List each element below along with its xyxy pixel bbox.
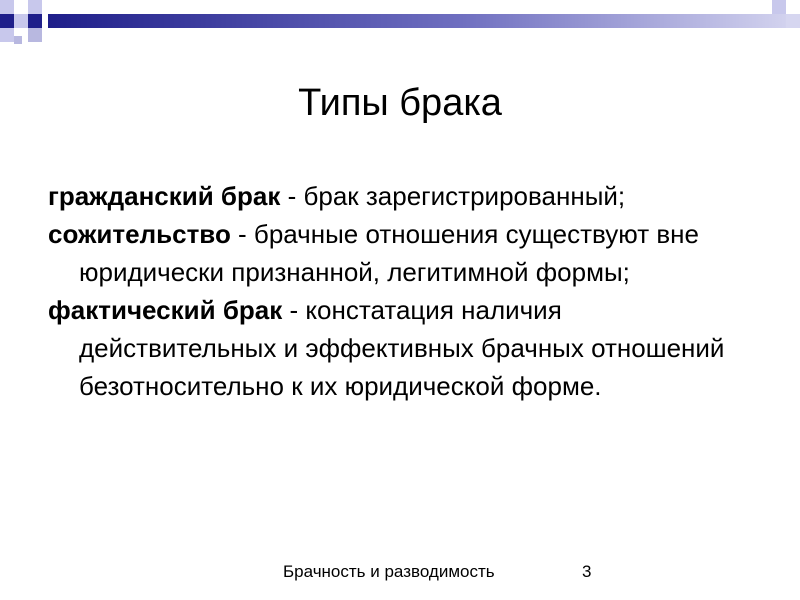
slide-title: Типы брака [298,82,502,124]
definition-term: фактический брак [48,295,283,325]
definition-text: - брак зарегистрированный; [280,181,626,211]
definition-text: - брачные отношения существуют вне юридически признанной, легитимной формы; [79,219,699,287]
page-number: 3 [582,562,592,581]
definition-term: гражданский брак [48,181,281,211]
definition-text: - констатация наличия действительных и эффективных брачных отношений безотносительно к их юридической форме. [79,295,725,401]
footer-text: Брачность и разводимость [283,562,495,581]
definition-term: сожительство [48,219,231,249]
definitions-list [48,177,758,405]
header-decoration [0,0,800,50]
definition-item-civil-marriage [48,177,758,215]
definition-item-de-facto-marriage [48,291,758,405]
definition-item-cohabitation [48,215,758,291]
